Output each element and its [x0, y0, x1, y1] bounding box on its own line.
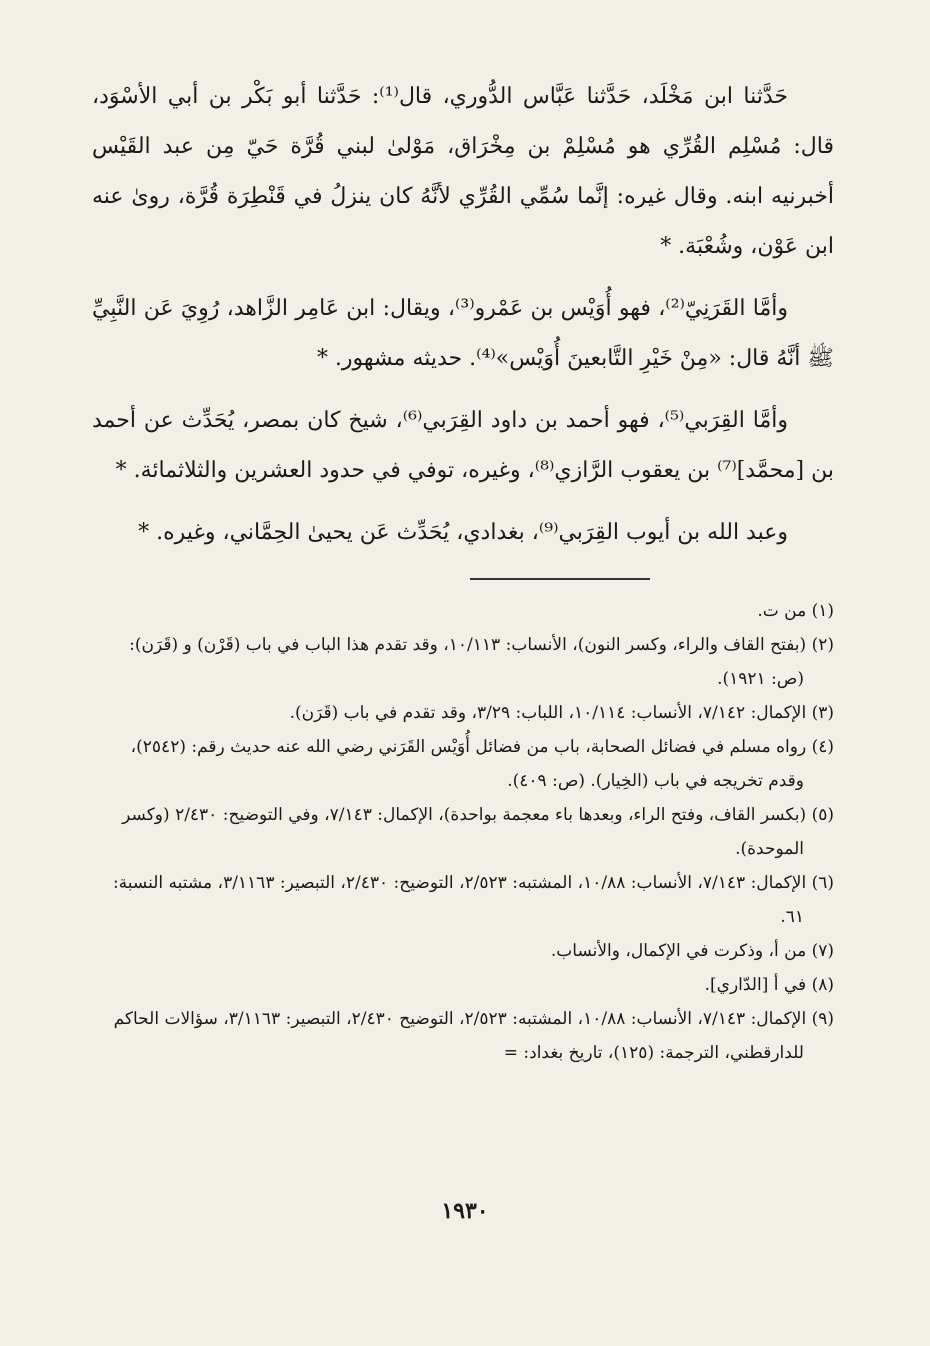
footnote-5: (٥) (بكسر القاف، وفتح الراء، وبعدها باء معجمة بواحدة)، الإكمال: ٧/١٤٣، وفي التوضيح: ٢/٤٣٠ (وكسر الموحدة). [122, 805, 834, 859]
paragraph-qurri: حَدَّثنا ابن مَخْلَد، حَدَّثنا عَبَّاس الدُّوري، قال⁽¹⁾: حَدَّثنا أبو بَكْر بن أبي الأسْوَد، قال: مُسْلِم القُرِّي هو مُسْلِمْ بن مِخْرَاق، مَوْلىٰ لبني قُرَّة حَيّ مِن عبد القَيْس أخبرنيه ابنه. وقال غيره: إنَّما سُمِّي القُرِّي لأنَّهُ كان ينزلُ في قَنْطِرَة قُرَّة، روىٰ عنه ابن عَوْن، وشُعْبَة. * [92, 84, 835, 259]
main-text [92, 72, 834, 558]
footnote-3: (٣) الإكمال: ٧/١٤٢، الأنساب: ١٠/١١٤، اللباب: ٣/٢٩، وقد تقدم في باب (قَرَن). [289, 703, 834, 723]
footnote-separator [470, 578, 650, 580]
page-number: ١٩٣٠ [441, 1198, 489, 1224]
footnote-6: (٦) الإكمال: ٧/١٤٣، الأنساب: ١٠/٨٨، المشتبه: ٢/٥٢٣، التوضيح: ٢/٤٣٠، التبصير: ٣/١١٦٣، مشتبه النسبة: ٦١. [112, 873, 834, 927]
footnote-8: (٨) في أ [الدّاري]. [704, 975, 834, 995]
footnote-1: (١) من ت. [757, 601, 834, 621]
footnotes [92, 594, 834, 1070]
footnote-4: (٤) رواه مسلم في فضائل الصحابة، باب من فضائل أُوَيْس القَرَني رضي الله عنه حديث رقم: (٢٥٤٢)، وقدم تخريجه في باب (الخِيار). (ص: ٤٠٩). [130, 737, 834, 791]
footnote-7: (٧) من أ، وذكرت في الإكمال، والأنساب. [550, 941, 834, 961]
footnote-9: (٩) الإكمال: ٧/١٤٣، الأنساب: ١٠/٨٨، المشتبه: ٢/٥٢٣، التوضيح ٢/٤٣٠، التبصير: ٣/١١٦٣، سؤالات الحاكم للدارقطني، الترجمة: (١٢٥)، تاريخ بغداد: = [113, 1009, 834, 1063]
paragraph-qarani: وأمَّا القَرَنِيّ⁽²⁾، فهو أُوَيْس بن عَمْرو⁽³⁾، ويقال: ابن عَامِر الزَّاهد، رُوِيَ عَن النَّبِيِّ ﷺ أنَّهُ قال: «مِنْ خَيْرِ التَّابعينَ أُوَيْس»⁽⁴⁾. حديثه مشهور. * [92, 296, 834, 371]
paragraph-qirabi: وأمَّا القِرَبي⁽⁵⁾، فهو أحمد بن داود القِرَبي⁽⁶⁾، شيخ كان بمصر، يُحَدِّث عن أحمد بن [محمَّد]⁽⁷⁾ بن يعقوب الرَّازي⁽⁸⁾، وغيره، توفي في حدود العشرين والثلاثمائة. * [92, 408, 834, 483]
footnote-2: (٢) (بفتح القاف والراء، وكسر النون)، الأنساب: ١٠/١١٣، وقد تقدم هذا الباب في باب (قَرْن) و (قَرَن): (ص: ١٩٢١). [129, 635, 834, 689]
paragraph-abdullah-qirabi: وعبد الله بن أيوب القِرَبي⁽⁹⁾، بغدادي، يُحَدِّث عَن يحيىٰ الحِمَّاني، وغيره. * [138, 520, 788, 545]
